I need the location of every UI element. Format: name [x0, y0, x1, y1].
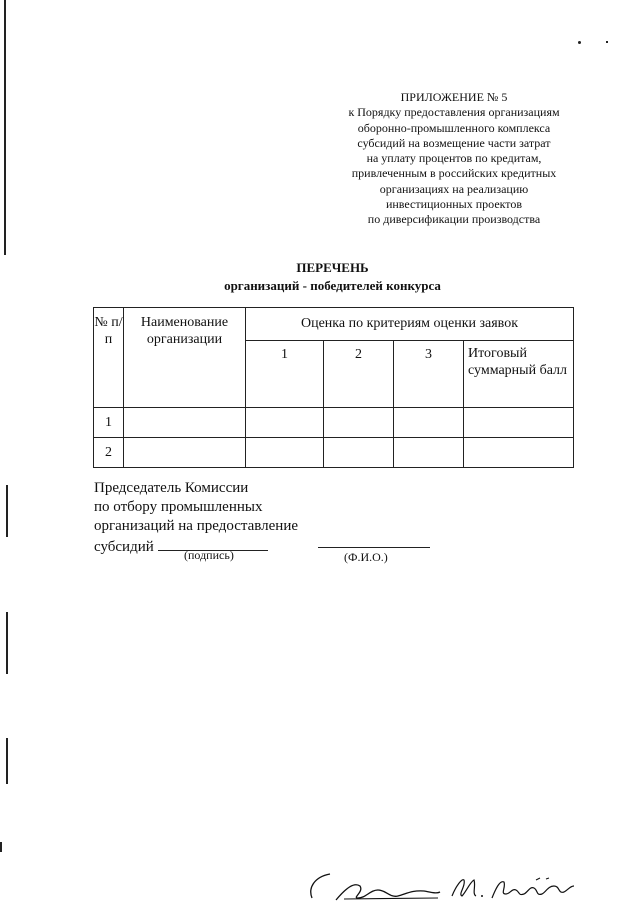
row-number: 1	[94, 408, 124, 438]
name-blank	[318, 547, 430, 548]
table-cell	[394, 408, 464, 438]
signature-line: организаций на предоставление	[94, 518, 299, 534]
scan-edge-mark	[0, 842, 2, 852]
header-organization-name: Наименование организации	[124, 308, 246, 408]
signature-line-text: субсидий	[94, 539, 154, 555]
signature-block	[94, 479, 298, 557]
appendix-line: на уплату процентов по кредитам,	[366, 151, 542, 166]
header-criterion-2: 2	[324, 341, 394, 408]
handwritten-signature	[306, 868, 576, 902]
scan-dot	[578, 41, 581, 44]
header-criteria: Оценка по критериям оценки заявок	[246, 308, 574, 341]
header-criterion-1: 1	[246, 341, 324, 408]
table-cell	[246, 408, 324, 438]
header-total-score: Итоговый суммарный балл	[464, 341, 574, 408]
header-number: № п/п	[94, 308, 124, 408]
appendix-line: привлеченным в российских кредитных	[351, 166, 557, 181]
table-row	[94, 438, 574, 468]
table-cell	[124, 438, 246, 468]
document-heading	[100, 259, 565, 295]
table-cell	[246, 438, 324, 468]
caption-signature: (подпись)	[184, 548, 234, 562]
appendix-line: к Порядку предоставления организациям	[348, 105, 560, 120]
appendix-header	[330, 90, 578, 228]
appendix-line: по диверсификации производства	[367, 212, 541, 227]
table-cell	[324, 438, 394, 468]
scan-edge-mark	[6, 485, 8, 537]
table-cell	[464, 438, 574, 468]
appendix-line: инвестиционных проектов	[385, 197, 523, 212]
winners-table	[93, 307, 574, 468]
table-cell	[464, 408, 574, 438]
scan-edge-mark	[4, 0, 6, 255]
header-criterion-3: 3	[394, 341, 464, 408]
table-row	[94, 408, 574, 438]
appendix-line: оборонно-промышленного комплекса	[357, 120, 551, 135]
scan-edge-mark	[6, 738, 8, 784]
heading-title: ПЕРЕЧЕНЬ	[296, 260, 369, 275]
row-number: 2	[94, 438, 124, 468]
heading-subtitle: организаций - победителей конкурса	[224, 278, 441, 293]
table-cell	[324, 408, 394, 438]
table-cell	[394, 438, 464, 468]
caption-name: (Ф.И.О.)	[344, 550, 388, 564]
appendix-title: ПРИЛОЖЕНИЕ № 5	[400, 90, 508, 104]
scan-edge-mark	[6, 612, 8, 674]
signature-line: Председатель Комиссии	[94, 480, 249, 496]
table-header-row	[94, 308, 574, 341]
table-cell	[124, 408, 246, 438]
appendix-line: организациях на реализацию	[379, 181, 529, 196]
signature-line: по отбору промышленных	[94, 499, 263, 515]
scan-dot	[606, 41, 608, 43]
appendix-line: субсидий на возмещение части затрат	[357, 135, 551, 150]
